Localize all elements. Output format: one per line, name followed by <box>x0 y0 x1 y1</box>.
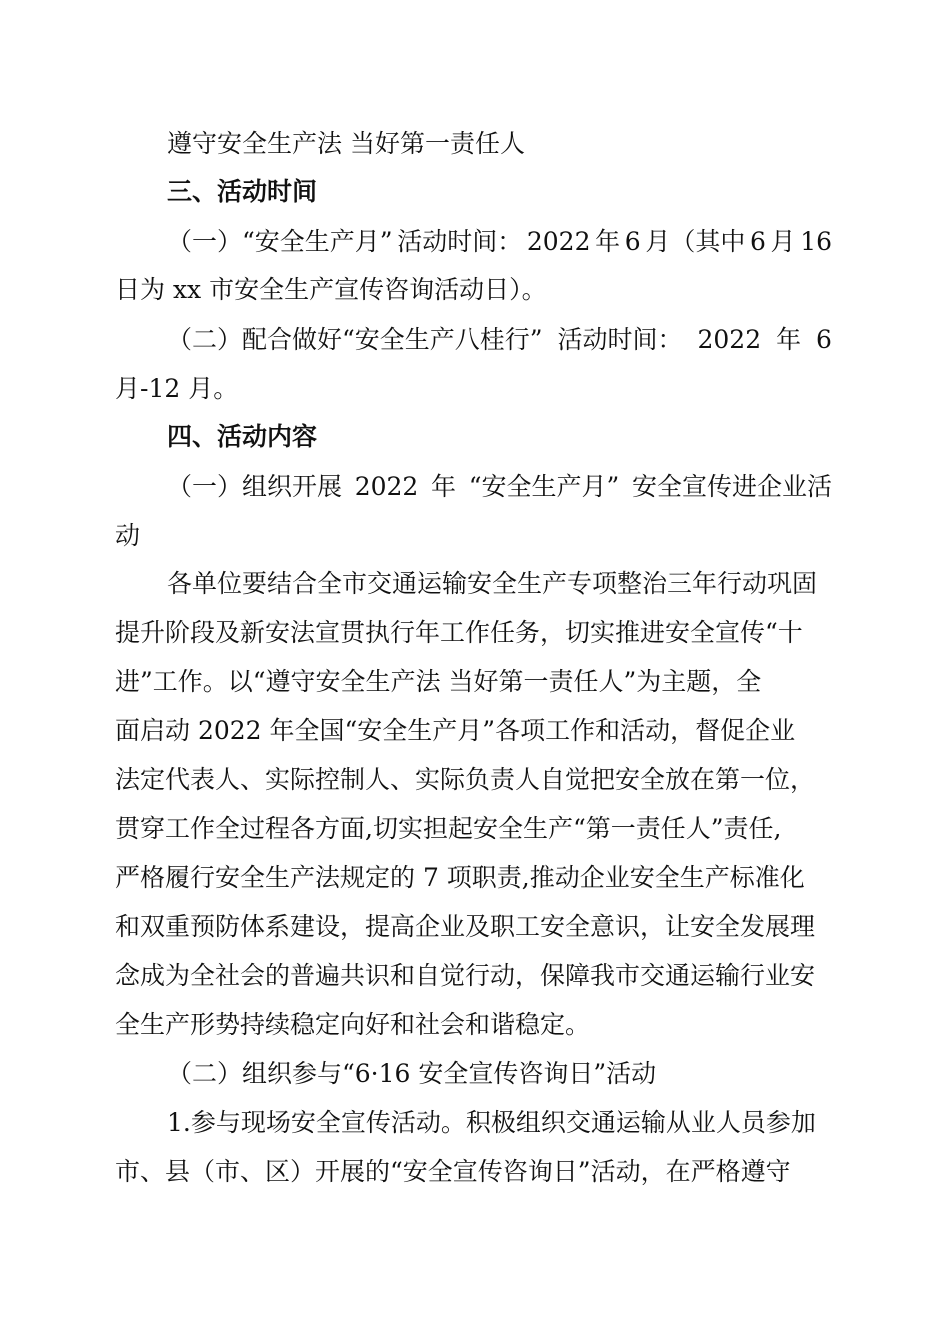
content-item-2-title: （二）组织参与“6·16 安全宣传咨询日”活动 <box>167 1059 657 1088</box>
paragraph-line: 贯穿工作全过程各方面,切实担起安全生产“第一责任人”责任, <box>115 814 782 843</box>
paragraph-line: 念成为全社会的普遍共识和自觉行动，保障我市交通运输行业安 <box>115 961 816 990</box>
paragraph-line: 各单位要结合全市交通运输安全生产专项整治三年行动巩固 <box>167 569 818 598</box>
theme-line: 遵守安全生产法 当好第一责任人 <box>167 129 525 158</box>
paragraph-line: 面启动 2022 年全国“安全生产月”各项工作和活动，督促企业 <box>115 716 796 745</box>
content-item-1-title: （一）组织开展 2022 年 “安全生产月” 安全宣传进企业活 <box>167 472 832 501</box>
paragraph-line: 全生产形势持续稳定向好和社会和谐稳定。 <box>115 1010 591 1039</box>
paragraph-line: 和双重预防体系建设，提高企业及职工安全意识，让安全发展理 <box>115 912 816 941</box>
content-item-1-title-continued: 动 <box>115 521 141 550</box>
time-item-2-line: （二）配合做好“安全生产八桂行” 活动时间： 2022 年 6 <box>167 325 832 354</box>
time-item-2-continued: 月-12 月。 <box>115 374 239 403</box>
paragraph-line: 市、县（市、区）开展的“安全宣传咨询日”活动，在严格遵守 <box>115 1157 791 1186</box>
heading-activity-time: 三、活动时间 <box>167 177 318 206</box>
paragraph-line: 严格履行安全生产法规定的 7 项职责,推动企业安全生产标准化 <box>115 863 805 892</box>
heading-activity-content: 四、活动内容 <box>167 422 318 451</box>
paragraph-line: 进”工作。以“遵守安全生产法 当好第一责任人”为主题，全 <box>115 667 762 696</box>
paragraph-line: 1.参与现场安全宣传活动。积极组织交通运输从业人员参加 <box>167 1108 816 1137</box>
paragraph-line: 法定代表人、实际控制人、实际负责人自觉把安全放在第一位， <box>115 765 816 794</box>
time-item-1-continued: 日为 xx 市安全生产宣传咨询活动日）。 <box>115 275 547 304</box>
time-item-1-line: （一）“安全生产月” 活动时间： 2022 年 6 月（其中 6 月 16 <box>167 227 832 256</box>
paragraph-line: 提升阶段及新安法宣贯执行年工作任务，切实推进安全宣传“十 <box>115 618 803 647</box>
